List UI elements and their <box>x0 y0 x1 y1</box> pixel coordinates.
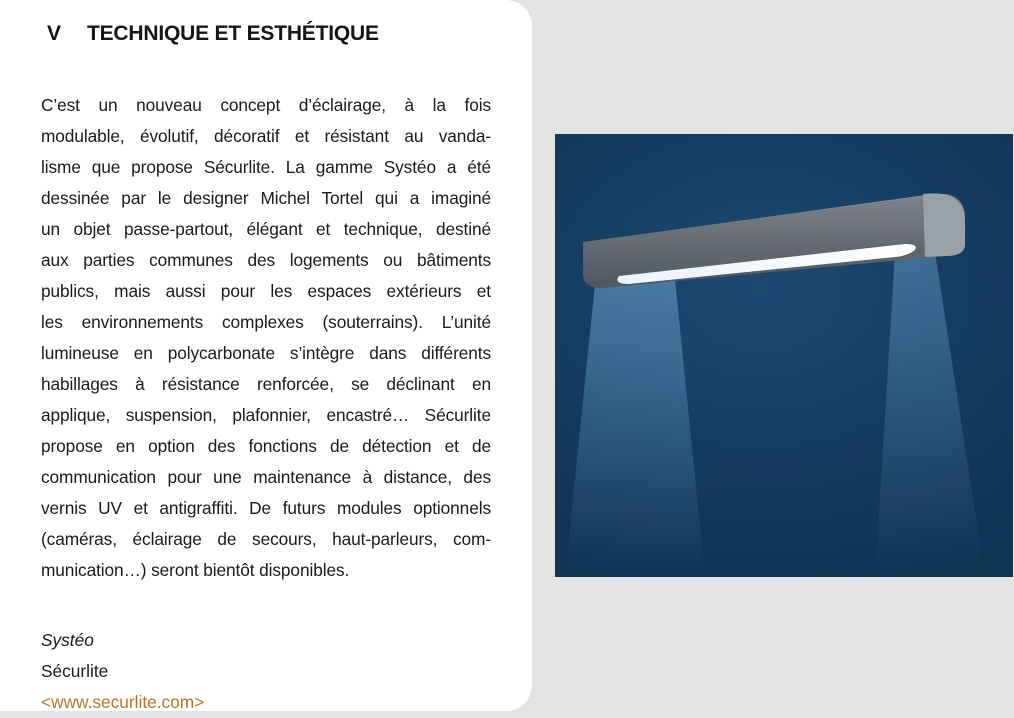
luminaire-illustration <box>555 134 1013 577</box>
section-number: V <box>47 22 61 45</box>
product-credits <box>41 625 492 718</box>
product-name: Systéo <box>41 630 94 650</box>
body-line: aux parties communes des logements ou bâtiments <box>41 250 491 270</box>
company-name: Sécurlite <box>41 661 109 681</box>
article-body <box>41 90 491 586</box>
body-line: publics, mais aussi pour les espaces extérieurs et <box>41 281 491 301</box>
light-beam-left <box>565 279 705 577</box>
body-line: propose en option des fonctions de détection et de <box>41 436 491 456</box>
body-line: (caméras, éclairage de secours, haut-parleurs, com- <box>41 529 491 549</box>
body-line-last: munication…) seront bientôt disponibles. <box>41 560 350 580</box>
body-line: lisme que propose Sécurlite. La gamme Systéo a été <box>41 157 491 177</box>
body-line: lumineuse en polycarbonate s’intègre dans différents <box>41 343 491 363</box>
section-heading <box>41 20 492 48</box>
body-line: un objet passe-partout, élégant et technique, destiné <box>41 219 491 239</box>
luminaire-end-cap <box>923 193 965 257</box>
body-line: C’est un nouveau concept d’éclairage, à la fois <box>41 95 491 115</box>
section-title: TECHNIQUE ET ESTHÉTIQUE <box>87 22 379 45</box>
light-beam-right <box>875 252 985 577</box>
body-line: les environnements complexes (souterrains). L’unité <box>41 312 491 332</box>
body-line: vernis UV et antigraffiti. De futurs modules optionnels <box>41 498 491 518</box>
product-photo <box>555 134 1013 577</box>
body-line: communication pour une maintenance à distance, des <box>41 467 491 487</box>
body-line: modulable, évolutif, décoratif et résistant au vanda- <box>41 126 491 146</box>
website-link[interactable]: <www.securlite.com> <box>41 692 205 712</box>
body-line: dessinée par le designer Michel Tortel qui a imaginé <box>41 188 491 208</box>
body-line: habillages à résistance renforcée, se déclinant en <box>41 374 491 394</box>
body-line: applique, suspension, plafonnier, encastré… Sécurlite <box>41 405 491 425</box>
